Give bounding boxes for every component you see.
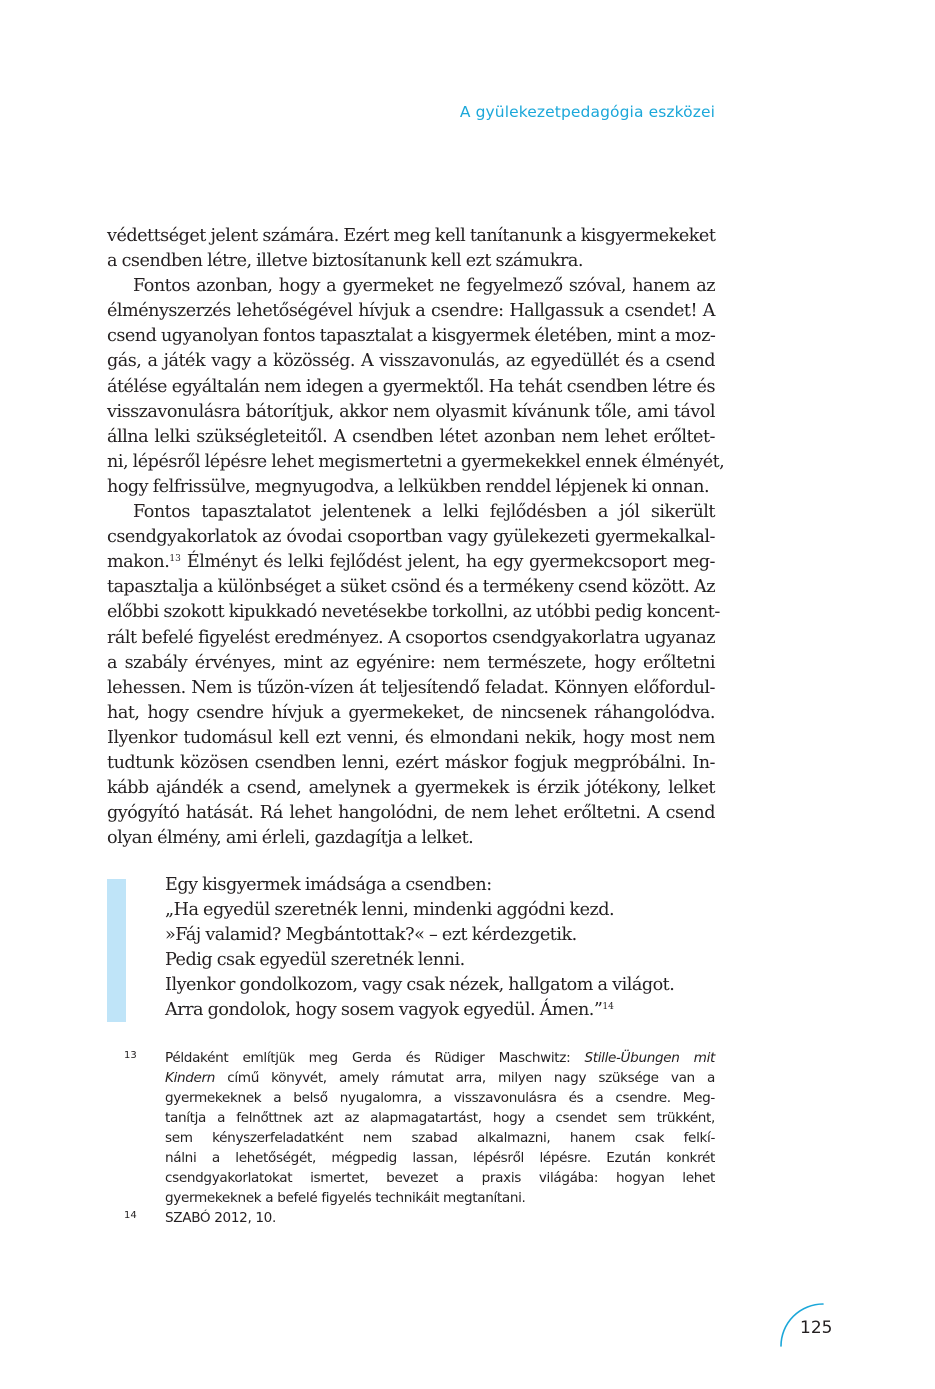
- body-line: gyógyító hatását. Rá lehet hangolódni, de nem lehet erőltetni. A csend: [107, 803, 715, 824]
- body-line: Ilyenkor tudomásul kell ezt venni, és elmondani nekik, hogy most nem: [107, 727, 715, 748]
- body-line: átélése egyáltalán nem idegen a gyermektől. Ha tehát csendben létre és: [107, 376, 715, 397]
- running-head-title: A gyülekezetpedagógia eszközei: [459, 103, 715, 121]
- body-line: csendgyakorlatok az óvodai csoportban vagy gyülekezeti gyermekalkal-: [107, 527, 715, 548]
- footnote-text: [165, 1208, 715, 1228]
- footnote-13: [120, 1048, 720, 1208]
- prayer-quote: [165, 873, 725, 1024]
- footnote-text: [165, 1048, 715, 1208]
- body-line: gás, a játék vagy a közösség. A visszavonulás, az egyedüllét és a csend: [107, 351, 715, 372]
- footnote-line: gyermekeknek a befelé figyelés technikáit megtanítani.: [165, 1190, 526, 1206]
- body-line: élményszerzés lehetőségével hívjuk a csendre: Hallgassuk a csendet! A: [107, 301, 715, 322]
- quote-line: Egy kisgyermek imádsága a csendben:: [165, 875, 492, 895]
- body-line: hat, hogy csendre hívjuk a gyermekeket, de nincsenek ráhangolódva.: [107, 702, 715, 723]
- book-title-part: Kindern: [165, 1070, 216, 1086]
- body-line: tapasztalja a különbséget a süket csönd és a termékeny csend között. Az: [107, 577, 715, 598]
- body-line: a csendben létre, illetve biztosítanunk kell ezt számukra.: [107, 251, 583, 272]
- quote-line: Ilyenkor gondolkozom, vagy csak nézek, hallgatom a világot.: [165, 975, 675, 996]
- body-line: állna lelki szükségleteitől. A csendben létet azonban nem lehet erőltet-: [107, 426, 715, 447]
- footnote-ref-13[interactable]: 13: [169, 554, 181, 565]
- body-line: lehessen. Nem is tűzön-vízen át teljesítendő feladat. Könnyen előfordul-: [107, 677, 715, 698]
- quote-line: [165, 998, 725, 1023]
- footnote-line: [165, 1048, 715, 1068]
- body-line: hogy felfrissülve, megnyugodva, a lelkükben renddel lépjenek ki onnan.: [107, 476, 710, 497]
- body-line-rest: Élményt és lelki fejlődést jelent, ha egy gyermekcsoport meg-: [186, 552, 716, 573]
- body-line: csend ugyanolyan fontos tapasztalat a kisgyermek életében, mint a moz-: [107, 326, 716, 347]
- footnote-number: 14: [124, 1210, 137, 1221]
- body-line: ni, lépésről lépésre lehet megismertetni a gyermekekkel ennek élményét,: [107, 451, 725, 472]
- body-line: rált befelé figyelést eredményez. A csoportos csendgyakorlatra ugyanaz: [107, 627, 715, 648]
- body-line-start: makon.: [107, 552, 170, 573]
- footnote-line: csendgyakorlatokat ismertet, bevezet a praxis világába: hogyan lehet: [165, 1170, 715, 1186]
- footnote-ref-14[interactable]: 14: [602, 1002, 614, 1013]
- footnote-segment: című könyvét, amely rámutat arra, milyen nagy szüksége van a: [215, 1070, 715, 1086]
- page-number: 125: [800, 1318, 833, 1338]
- quote-line: Pedig csak egyedül szeretnék lenni.: [165, 950, 465, 971]
- body-line: tudtunk közösen csendben lenni, ezért máskor fogjuk megpróbálni. In-: [107, 752, 715, 773]
- footnote-14: [120, 1208, 720, 1228]
- footnote-segment: Példaként említjük meg Gerda és Rüdiger Maschwitz:: [165, 1050, 585, 1066]
- body-line: Fontos azonban, hogy a gyermeket ne fegyelmező szóval, hanem az: [133, 276, 715, 297]
- footnote-line: gyermekeknek a belső nyugalomra, a visszavonulásra és a csendre. Meg-: [165, 1090, 715, 1106]
- footnote-line: sem kényszerfeladatként nem szabad alkalmazni, hanem csak felkí-: [165, 1130, 715, 1146]
- body-text: [107, 224, 725, 851]
- quote-accent-bar: [107, 879, 126, 1022]
- body-line: előbbi szokott kipukkadó nevetésekbe torkollni, az utóbbi pedig koncent-: [107, 602, 720, 623]
- footnote-number: 13: [124, 1050, 137, 1061]
- body-line: kább ajándék a csend, amelynek a gyermekek is érzik jótékony, lelket: [107, 778, 715, 799]
- footnotes: [120, 1048, 720, 1228]
- quote-line-text: Arra gondolok, hogy sosem vagyok egyedül. Ámen.”: [165, 1000, 603, 1021]
- body-line: olyan élmény, ami érleli, gazdagítja a lelket.: [107, 828, 474, 849]
- footnote-line: tanítja a felnőttnek azt az alapmagatartást, hogy a csendet sem trükként,: [165, 1110, 715, 1126]
- body-line: visszavonulásra bátorítjuk, akkor nem olyasmit kívánunk tőle, ami távol: [107, 401, 715, 422]
- quote-line: „Ha egyedül szeretnék lenni, mindenki aggódni kezd.: [165, 900, 615, 921]
- quote-line: »Fáj valamid? Megbántottak?« – ezt kérdezgetik.: [165, 925, 577, 946]
- footnote-line: nálni a lehetőségét, mégpedig lassan, lépésről lépésre. Ezután konkrét: [165, 1150, 715, 1166]
- body-line: védettséget jelent számára. Ezért meg kell tanítanunk a kisgyermekeket: [107, 226, 716, 246]
- body-line: [107, 550, 715, 575]
- body-line: a szabály érvényes, mint az egyénire: nem természete, hogy erőltetni: [107, 652, 715, 673]
- footnote-line: [165, 1068, 715, 1088]
- body-line: Fontos tapasztalatot jelentenek a lelki fejlődésben a jól sikerült: [133, 502, 715, 523]
- footnote-line: SZABÓ 2012, 10.: [165, 1210, 276, 1226]
- book-title-part: Stille-Übungen mit: [584, 1050, 715, 1066]
